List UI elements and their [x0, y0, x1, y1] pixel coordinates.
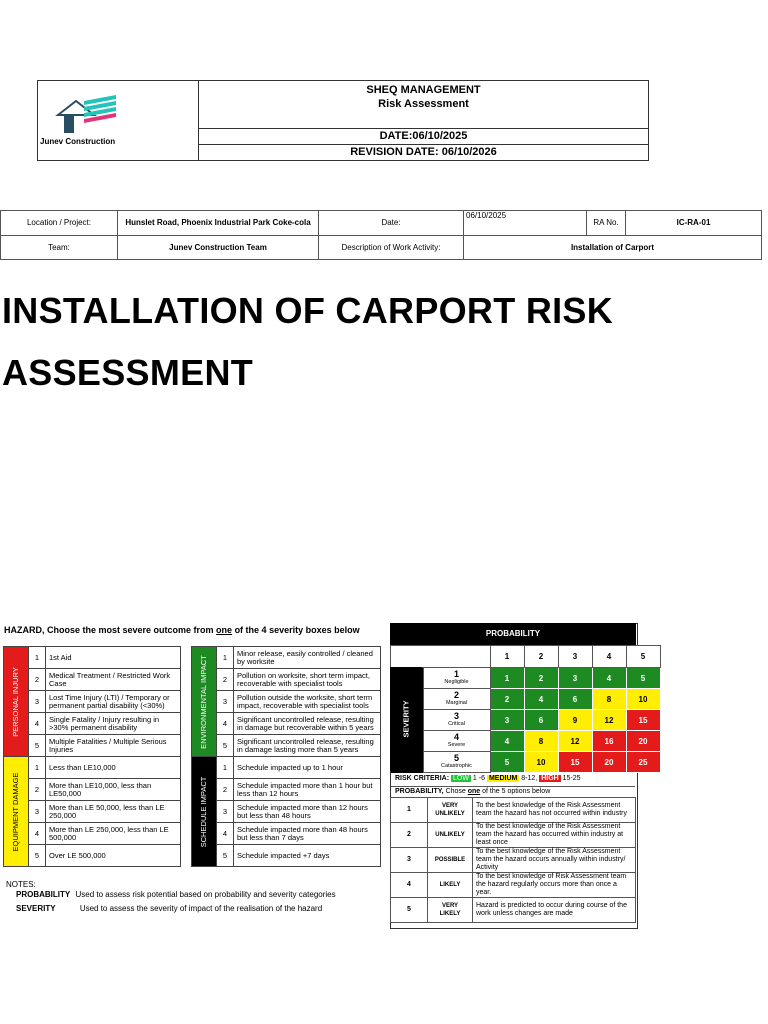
severity-row — [192, 735, 381, 757]
severity-description: More than LE 50,000, less than LE 250,000 — [46, 801, 181, 823]
probability-description: Hazard is predicted to occur during course of the work unless changes are made — [473, 898, 636, 923]
criteria-high: HIGH — [541, 775, 559, 782]
matrix-row-label — [423, 752, 490, 773]
probability-description: To the best knowledge of the Risk Assessment team the hazard has occurred within industry at least once — [473, 823, 636, 848]
severity-number: 1 — [217, 647, 234, 669]
header-line2: Risk Assessment — [378, 98, 469, 110]
matrix-cell: 12 — [592, 710, 626, 731]
severity-number: 5 — [217, 845, 234, 867]
severity-number: 2 — [217, 669, 234, 691]
severity-row — [4, 735, 181, 757]
matrix-row — [391, 689, 661, 710]
probability-number: 3 — [391, 848, 428, 873]
logo-cell — [38, 81, 199, 161]
severity-description: Pollution on worksite, short term impact, recoverable with specialist tools — [234, 669, 381, 691]
matrix-cell: 3 — [558, 668, 592, 689]
matrix-title: PROBABILITY — [390, 623, 636, 645]
severity-number: 3 — [217, 691, 234, 713]
schedule-impact-category-text: SCHEDULE IMPACT — [199, 776, 208, 847]
severity-table-left — [3, 646, 181, 867]
severity-description: Significant uncontrolled release, resulting in damage lasting more than 5 years — [234, 735, 381, 757]
equipment-damage-category-text: EQUIPMENT DAMAGE — [11, 771, 20, 852]
matrix-column-number: 3 — [558, 646, 592, 668]
header-line1: SHEQ MANAGEMENT — [366, 84, 481, 96]
activity-label: Description of Work Activity: — [319, 235, 464, 260]
severity-row — [4, 845, 181, 867]
severity-number: 4 — [29, 823, 46, 845]
severity-description: Single Fatality / Injury resulting in >30% permanent disability — [46, 713, 181, 735]
probability-choose-post: of the 5 options below — [480, 788, 551, 795]
severity-number: 1 — [29, 757, 46, 779]
date-value: 06/10/2025 — [464, 211, 587, 236]
severity-number: 1 — [217, 757, 234, 779]
matrix-cell: 4 — [490, 731, 524, 752]
severity-description: Lost Time Injury (LTI) / Temporary or permanent partial disability (<30%) — [46, 691, 181, 713]
severity-number: 2 — [29, 669, 46, 691]
severity-description: Schedule impacted +7 days — [234, 845, 381, 867]
criteria-low: LOW — [453, 775, 469, 782]
team-value: Junev Construction Team — [118, 235, 319, 260]
criteria-low-range: 1 -6 — [472, 775, 485, 782]
matrix-corner — [391, 646, 491, 668]
matrix-row-label — [423, 668, 490, 689]
header-revision-date: REVISION DATE: 06/10/2026 — [199, 144, 649, 160]
location-label: Location / Project: — [1, 211, 118, 236]
matrix-row-name: Severe — [447, 742, 466, 748]
matrix-cell: 15 — [626, 710, 660, 731]
severity-row — [192, 823, 381, 845]
schedule-impact-category — [192, 757, 217, 867]
probability-word: LIKELY — [428, 873, 473, 898]
matrix-row — [391, 752, 661, 773]
matrix-cell: 15 — [558, 752, 592, 773]
severity-description: Schedule impacted more than 12 hours but less than 48 hours — [234, 801, 381, 823]
matrix-header-row — [391, 646, 661, 668]
probability-description: To the best knowledge of the Risk Assessment team the hazard has not occurred within industry — [473, 798, 636, 823]
probability-number: 1 — [391, 798, 428, 823]
matrix-cell: 8 — [592, 689, 626, 710]
severity-description: Multiple Fatalities / Multiple Serious Injuries — [46, 735, 181, 757]
matrix-cell: 3 — [490, 710, 524, 731]
note-probability — [6, 890, 386, 900]
matrix-column-number: 1 — [490, 646, 524, 668]
probability-number: 2 — [391, 823, 428, 848]
severity-number: 1 — [29, 647, 46, 669]
personal-injury-category-text: PERSONAL INJURY — [11, 666, 20, 737]
matrix-cell: 20 — [592, 752, 626, 773]
severity-number: 3 — [29, 691, 46, 713]
severity-number: 2 — [29, 779, 46, 801]
severity-description: Schedule impacted more than 1 hour but less than 12 hours — [234, 779, 381, 801]
matrix-cell: 12 — [558, 731, 592, 752]
matrix-cell: 20 — [626, 731, 660, 752]
severity-number: 3 — [29, 801, 46, 823]
severity-row — [4, 669, 181, 691]
severity-description: Schedule impacted more than 48 hours but less than 7 days — [234, 823, 381, 845]
severity-number: 2 — [217, 779, 234, 801]
matrix-row-name: Catastrophic — [441, 763, 472, 769]
severity-row — [192, 845, 381, 867]
company-name: Junev Construction — [40, 137, 116, 146]
probability-choose-pre: PROBABILITY, — [395, 788, 444, 795]
matrix-row-number: 2 — [453, 690, 459, 700]
probability-description: To the best knowledge of Risk Assessment team the hazard regularly occurs more than once a year. — [473, 873, 636, 898]
document-header — [37, 80, 649, 161]
severity-description: Schedule impacted up to 1 hour — [234, 757, 381, 779]
severity-number: 5 — [29, 845, 46, 867]
severity-row — [4, 691, 181, 713]
severity-number: 4 — [29, 713, 46, 735]
severity-table-right — [191, 646, 381, 867]
severity-number: 3 — [217, 801, 234, 823]
matrix-cell: 9 — [558, 710, 592, 731]
equipment-damage-category — [4, 757, 29, 867]
team-label: Team: — [1, 235, 118, 260]
matrix-cell: 1 — [490, 668, 524, 689]
matrix-cell: 16 — [592, 731, 626, 752]
severity-description: Over LE 500,000 — [46, 845, 181, 867]
severity-description: More than LE10,000, less than LE50,000 — [46, 779, 181, 801]
severity-description: More than LE 250,000, less than LE 500,000 — [46, 823, 181, 845]
severity-row — [192, 647, 381, 669]
matrix-row-name: Marginal — [445, 700, 468, 706]
severity-row — [192, 691, 381, 713]
date-label: Date: — [319, 211, 464, 236]
matrix-row-number: 5 — [453, 753, 459, 763]
probability-word: POSSIBLE — [428, 848, 473, 873]
company-logo-icon — [54, 95, 124, 137]
probability-word: VERY UNLIKELY — [428, 798, 473, 823]
severity-row — [4, 713, 181, 735]
probability-option-row — [391, 873, 636, 898]
matrix-row-label — [423, 689, 490, 710]
note-severity-text: Used to assess the severity of impact of the realisation of the hazard — [79, 904, 323, 913]
matrix-cell: 8 — [524, 731, 558, 752]
matrix-row — [391, 731, 661, 752]
note-severity-label: SEVERITY — [16, 904, 56, 913]
matrix-row-label — [423, 710, 490, 731]
hazard-heading — [4, 625, 384, 635]
probability-description: To the best knowledge of the Risk Assessment team the hazard occurs annually within industry/ Activity — [473, 848, 636, 873]
probability-number: 4 — [391, 873, 428, 898]
matrix-column-number: 2 — [524, 646, 558, 668]
project-info-table — [0, 210, 762, 260]
probability-choose-emph: one — [467, 788, 481, 795]
probability-option-row — [391, 798, 636, 823]
environmental-impact-category — [192, 647, 217, 757]
matrix-cell: 2 — [490, 689, 524, 710]
risk-matrix — [390, 645, 661, 773]
activity-value: Installation of Carport — [464, 235, 762, 260]
matrix-cell: 4 — [592, 668, 626, 689]
environmental-impact-category-text: ENVIRONMENTAL IMPACT — [199, 654, 208, 749]
criteria-medium-range: 8-12, — [521, 775, 538, 782]
severity-description: 1st Aid — [46, 647, 181, 669]
matrix-cell: 2 — [524, 668, 558, 689]
severity-row — [192, 757, 381, 779]
probability-word: VERY LIKELY — [428, 898, 473, 923]
matrix-cell: 5 — [626, 668, 660, 689]
note-probability-label: PROBABILITY — [16, 890, 71, 899]
severity-description: Minor release, easily controlled / cleaned by worksite — [234, 647, 381, 669]
severity-row — [4, 779, 181, 801]
criteria-high-range: 15-25 — [562, 775, 581, 782]
severity-row — [4, 823, 181, 845]
matrix-severity-text: SEVERITY — [401, 700, 411, 738]
matrix-cell: 5 — [490, 752, 524, 773]
probability-options-table — [390, 797, 636, 923]
severity-number: 4 — [217, 713, 234, 735]
criteria-medium: MEDIUM — [488, 775, 518, 782]
severity-row — [4, 757, 181, 779]
probability-option-row — [391, 898, 636, 923]
matrix-row-label — [423, 731, 490, 752]
matrix-cell: 6 — [524, 710, 558, 731]
matrix-cell: 6 — [558, 689, 592, 710]
severity-description: Pollution outside the worksite, short term impact, recoverable with specialist tools — [234, 691, 381, 713]
notes — [6, 880, 386, 914]
note-severity — [6, 904, 386, 914]
personal-injury-category — [4, 647, 29, 757]
ra-value: IC-RA-01 — [626, 211, 762, 236]
hazard-heading-emph: one — [216, 625, 233, 635]
matrix-severity-label — [390, 667, 422, 771]
probability-option-row — [391, 823, 636, 848]
hazard-heading-post: of the 4 severity boxes below — [232, 625, 360, 635]
severity-number: 4 — [217, 823, 234, 845]
severity-description: Less than LE10,000 — [46, 757, 181, 779]
severity-number: 5 — [217, 735, 234, 757]
severity-description: Medical Treatment / Restricted Work Case — [46, 669, 181, 691]
matrix-cell: 4 — [524, 689, 558, 710]
notes-heading: NOTES: — [6, 880, 36, 889]
severity-row — [4, 801, 181, 823]
location-value: Hunslet Road, Phoenix Industrial Park Coke-cola — [118, 211, 319, 236]
severity-row — [192, 801, 381, 823]
probability-choose-mid: Chose — [443, 788, 468, 795]
matrix-row-name: Negligible — [444, 679, 469, 685]
matrix-row — [391, 668, 661, 689]
probability-number: 5 — [391, 898, 428, 923]
severity-row — [192, 713, 381, 735]
matrix-cell: 10 — [524, 752, 558, 773]
header-date: DATE:06/10/2025 — [199, 128, 649, 144]
matrix-cell: 10 — [626, 689, 660, 710]
header-title-cell — [199, 81, 649, 129]
probability-word: UNLIKELY — [428, 823, 473, 848]
matrix-row-number: 1 — [453, 669, 459, 679]
risk-criteria — [391, 773, 635, 784]
severity-row — [4, 647, 181, 669]
document-title: INSTALLATION OF CARPORT RISK ASSESSMENT — [2, 290, 614, 393]
matrix-row — [391, 710, 661, 731]
severity-description: Significant uncontrolled release, resulting in damage but recoverable within 5 years — [234, 713, 381, 735]
matrix-row-number: 4 — [453, 732, 459, 742]
criteria-label: RISK CRITERIA: — [395, 775, 450, 782]
severity-row — [192, 779, 381, 801]
severity-number: 5 — [29, 735, 46, 757]
severity-row — [192, 669, 381, 691]
probability-option-row — [391, 848, 636, 873]
matrix-column-number: 4 — [592, 646, 626, 668]
matrix-row-name: Critical — [448, 721, 465, 727]
matrix-column-number: 5 — [626, 646, 660, 668]
matrix-cell: 25 — [626, 752, 660, 773]
ra-label: RA No. — [587, 211, 626, 236]
note-probability-text: Used to assess risk potential based on probability and severity categories — [75, 890, 336, 899]
hazard-heading-pre: HAZARD, Choose the most severe outcome from — [4, 625, 217, 635]
matrix-row-number: 3 — [453, 711, 459, 721]
